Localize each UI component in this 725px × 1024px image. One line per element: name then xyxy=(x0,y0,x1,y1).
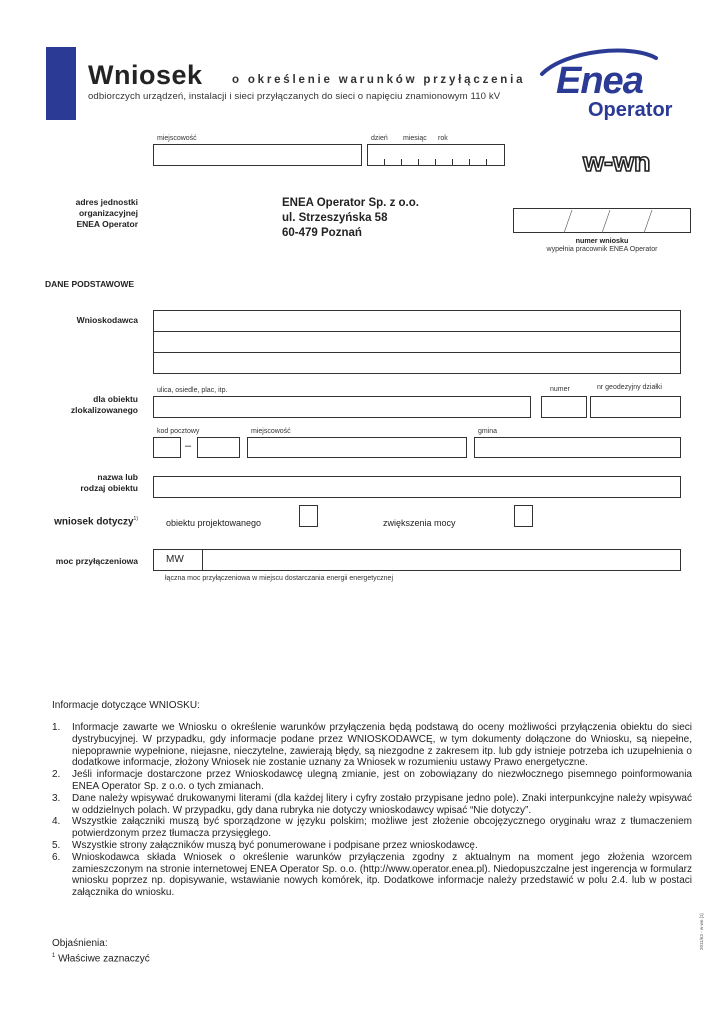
info-item: 3. Dane należy wpisywać drukowanymi literami (dla każdej litery i cyfry zostało przypisane jedno pole). Znaki interpunkcyjne należy wpisywać w oddzielnych polach. W przypadku, gdy dana rubryka nie dotyczy wnioskodawcy wpisać “Nie dotyczy”. xyxy=(52,792,692,816)
application-number-label: numer wniosku xyxy=(575,236,629,245)
street-input[interactable] xyxy=(153,396,531,418)
postal-code-part1-input[interactable] xyxy=(153,437,181,458)
info-title: Informacje dotyczące WNIOSKU: xyxy=(52,700,200,711)
street-number-input[interactable] xyxy=(541,396,587,418)
place-label: miejscowość xyxy=(157,135,197,142)
info-list xyxy=(52,722,692,899)
day-label: dzień xyxy=(371,135,388,142)
logo-sub: Operator xyxy=(588,99,673,121)
object-location-label: dla obiektu zlokalizowanego xyxy=(70,394,138,415)
power-unit: MW xyxy=(166,554,184,565)
option-planned-label: obiektu projektowanego xyxy=(166,518,262,528)
info-item: 5. Wszystkie strony załączników muszą być ponumerowane i podpisane przez wnioskodawcę. xyxy=(52,839,478,851)
commune-input[interactable] xyxy=(474,437,681,458)
info-item: 4. Wszystkie załączniki muszą być sporządzone w języku polskim; możliwe jest złożenie obcojęzycznego oryginału wraz z tłumaczeniem potwierdzonym przez tłumacza przysięgłego. xyxy=(52,816,692,840)
applicant-label: Wnioskodawca xyxy=(76,315,138,325)
postal-code-label: kod pocztowy xyxy=(157,428,200,435)
info-item: 6. Wnioskodawca składa Wniosek o określenie warunków przyłączenia zgodny z aktualnym na moment jego złożenia wzorcem zamieszczonym na stronie internetowej ENEA Operator Sp. o.o. (http://www.operator.enea.pl). Niedopuszczalne jest ingerencja w formularz wniosku poprzez np. dopisywanie, wstawianie nowych komórek, itp. Dodatkowe informacje należy przedstawić w polu 2.4. lub w postaci załącznika do wniosku. xyxy=(52,851,692,899)
form-subtitle: o określenie warunków przyłączenia xyxy=(232,74,526,86)
info-item: 1. Informacje zawarte we Wniosku o określenie warunków przyłączenia będą podstawą do oceny możliwości przyłączenia obiektu do sieci dystrybucyjnej. W przypadku, gdy informacje podane przez WNIOSKODAWCĘ, w tym dokumenty dołączone do Wniosku, są niepełne, niepoprawnie wypełnione, niejasne, nieczytelne, zawierają błędy, są niezgodne z zakresem itp. lub gdy istnieje potrzeba ich uzupełnienia o dodatkowe informacje, złożony Wniosek nie zostanie uznany za Wniosek w rozumieniu ustawy Prawo energetyczne. xyxy=(52,722,692,769)
street-label: ulica, osiedle, plac, itp. xyxy=(157,387,228,394)
postal-code-part2-input[interactable] xyxy=(197,437,240,458)
form-version-code: 2011/63 - w-wn [1] xyxy=(699,913,704,950)
header-accent-bar xyxy=(46,47,76,120)
object-name-label: nazwa lub rodzaj obiektu xyxy=(80,472,138,493)
power-input[interactable] xyxy=(202,549,681,571)
applicant-input-line-2[interactable] xyxy=(153,331,681,353)
info-item: 2. Jeśli informacje dostarczone przez Wnioskodawcę ulegną zmianie, jest on zobowiązany do niezwłocznego pisemnego poinformowania ENEA Operator Sp. z o.o. o tych zmianach. xyxy=(52,769,692,792)
object-name-input[interactable] xyxy=(153,476,681,498)
slash-separators xyxy=(514,209,692,234)
year-label: rok xyxy=(438,135,448,142)
form-code-text: w-wn xyxy=(583,147,651,177)
applicant-input-line-3[interactable] xyxy=(153,352,681,374)
address-unit-value: ENEA Operator Sp. z o.o. ul. Strzeszyńska 58 60-479 Poznań xyxy=(282,197,419,239)
power-unit-cell xyxy=(153,549,203,571)
city-label: miejscowość xyxy=(251,428,291,435)
form-title: Wniosek xyxy=(88,60,203,90)
address-unit-label: adres jednostki organizacyjnej ENEA Operator xyxy=(75,197,138,229)
option-increase-checkbox[interactable] xyxy=(514,505,533,527)
parcel-label: nr geodezyjny działki xyxy=(597,384,662,391)
explanations xyxy=(52,937,150,965)
application-number-note: wypełnia pracownik ENEA Operator xyxy=(546,246,658,253)
date-input[interactable] xyxy=(367,144,505,166)
form-code xyxy=(583,147,651,178)
enea-operator-logo xyxy=(536,44,686,124)
parcel-number-input[interactable] xyxy=(590,396,681,418)
number-label: numer xyxy=(550,386,570,393)
commune-label: gmina xyxy=(478,428,498,435)
option-increase-label: zwiększenia mocy xyxy=(383,518,456,528)
power-label: moc przyłączeniowa xyxy=(55,556,138,566)
section-title-basic-data: DANE PODSTAWOWE xyxy=(45,279,135,289)
form-description: odbiorczych urządzeń, instalacji i sieci przyłączanych do sieci o napięciu znamionowym 110 kV xyxy=(88,91,501,102)
postal-code-dash: – xyxy=(185,440,192,452)
place-input[interactable] xyxy=(153,144,362,166)
month-label: miesiąc xyxy=(403,135,427,142)
explanations-note: $^1$ Właściwe zaznaczyć xyxy=(52,953,150,965)
city-input[interactable] xyxy=(247,437,467,458)
logo-word: Enea xyxy=(556,60,643,102)
concerns-label: wniosek dotyczy$^{1)}$ xyxy=(54,516,138,528)
applicant-input-line-1[interactable] xyxy=(153,310,681,332)
option-planned-checkbox[interactable] xyxy=(299,505,318,527)
application-number-input[interactable] xyxy=(513,208,691,233)
explanations-title: Objaśnienia: xyxy=(52,938,108,949)
power-note: łączna moc przyłączeniowa w miejscu dostarczania energii energetycznej xyxy=(165,575,393,582)
